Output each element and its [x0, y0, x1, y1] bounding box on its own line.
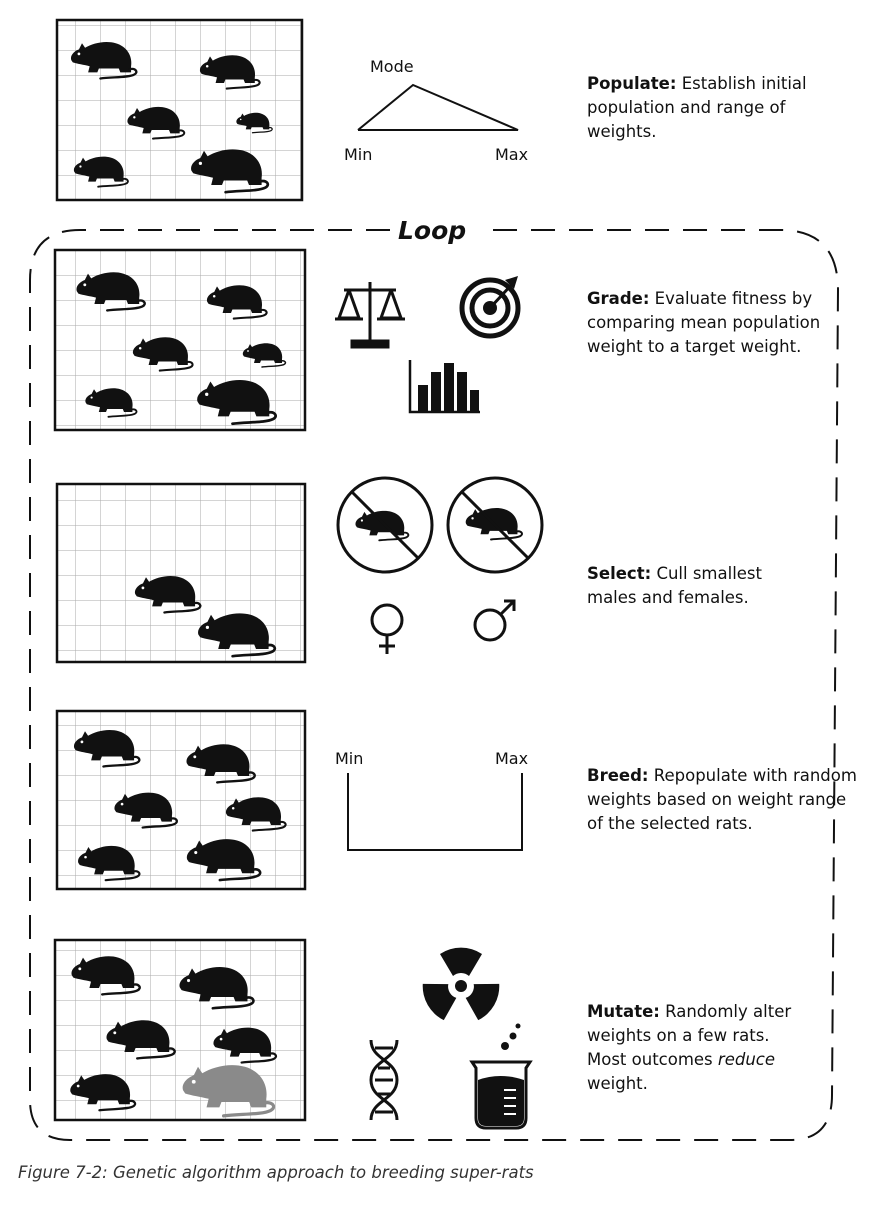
select-text: Cull smallest males and females.	[587, 564, 762, 607]
select-description	[587, 562, 787, 610]
breed-title: Breed:	[587, 766, 649, 785]
select-title: Select:	[587, 564, 652, 583]
triangle-max-label: Max	[495, 145, 529, 164]
rat-cage-mutate	[55, 940, 305, 1120]
male-symbol-icon	[475, 601, 514, 640]
balance-scale-icon	[335, 282, 405, 347]
grade-title: Grade:	[587, 289, 650, 308]
mutate-description	[587, 1000, 802, 1096]
triangle-mode-label: Mode	[370, 57, 414, 76]
mutate-title: Mutate:	[587, 1002, 660, 1021]
mutate-text-emphasis: reduce	[717, 1050, 775, 1069]
rat-cage-populate	[57, 20, 302, 200]
dna-icon	[371, 1040, 397, 1120]
no-rat-icon-female	[338, 478, 432, 572]
breed-description	[587, 764, 857, 836]
uniform-distribution	[348, 773, 522, 850]
no-rat-icon-male	[448, 478, 542, 572]
select-step	[57, 478, 542, 662]
grade-description	[587, 287, 857, 359]
populate-text: Establish initial population and range of weights.	[587, 74, 807, 141]
populate-step	[57, 20, 518, 200]
mutate-text-after: weight.	[587, 1074, 648, 1093]
populate-description	[587, 72, 857, 144]
uniform-min-label: Min	[335, 749, 364, 768]
triangle-min-label: Min	[344, 145, 373, 164]
breed-step	[57, 711, 522, 889]
mutate-step	[55, 940, 530, 1128]
breed-text: Repopulate with random weights based on weight range of the selected rats.	[587, 766, 857, 833]
triangle-distribution	[358, 85, 518, 130]
beaker-icon	[472, 1024, 530, 1129]
mutate-text-before: Randomly alter weights on a few rats. Most outcomes	[587, 1002, 792, 1069]
female-symbol-icon	[372, 605, 402, 654]
figure-caption: Figure 7-2: Genetic algorithm approach to breeding super-rats	[18, 1163, 534, 1182]
grade-step	[55, 250, 518, 430]
rat-cage-select	[57, 484, 305, 662]
rat-cage-breed	[57, 711, 305, 889]
radiation-icon	[417, 948, 504, 1024]
target-icon	[462, 276, 518, 336]
loop-title: Loop	[398, 216, 467, 245]
grade-text: Evaluate fitness by comparing mean population weight to a target weight.	[587, 289, 821, 356]
populate-title: Populate:	[587, 74, 677, 93]
uniform-max-label: Max	[495, 749, 529, 768]
bar-chart-icon	[410, 360, 480, 412]
rat-cage-grade	[55, 250, 305, 430]
